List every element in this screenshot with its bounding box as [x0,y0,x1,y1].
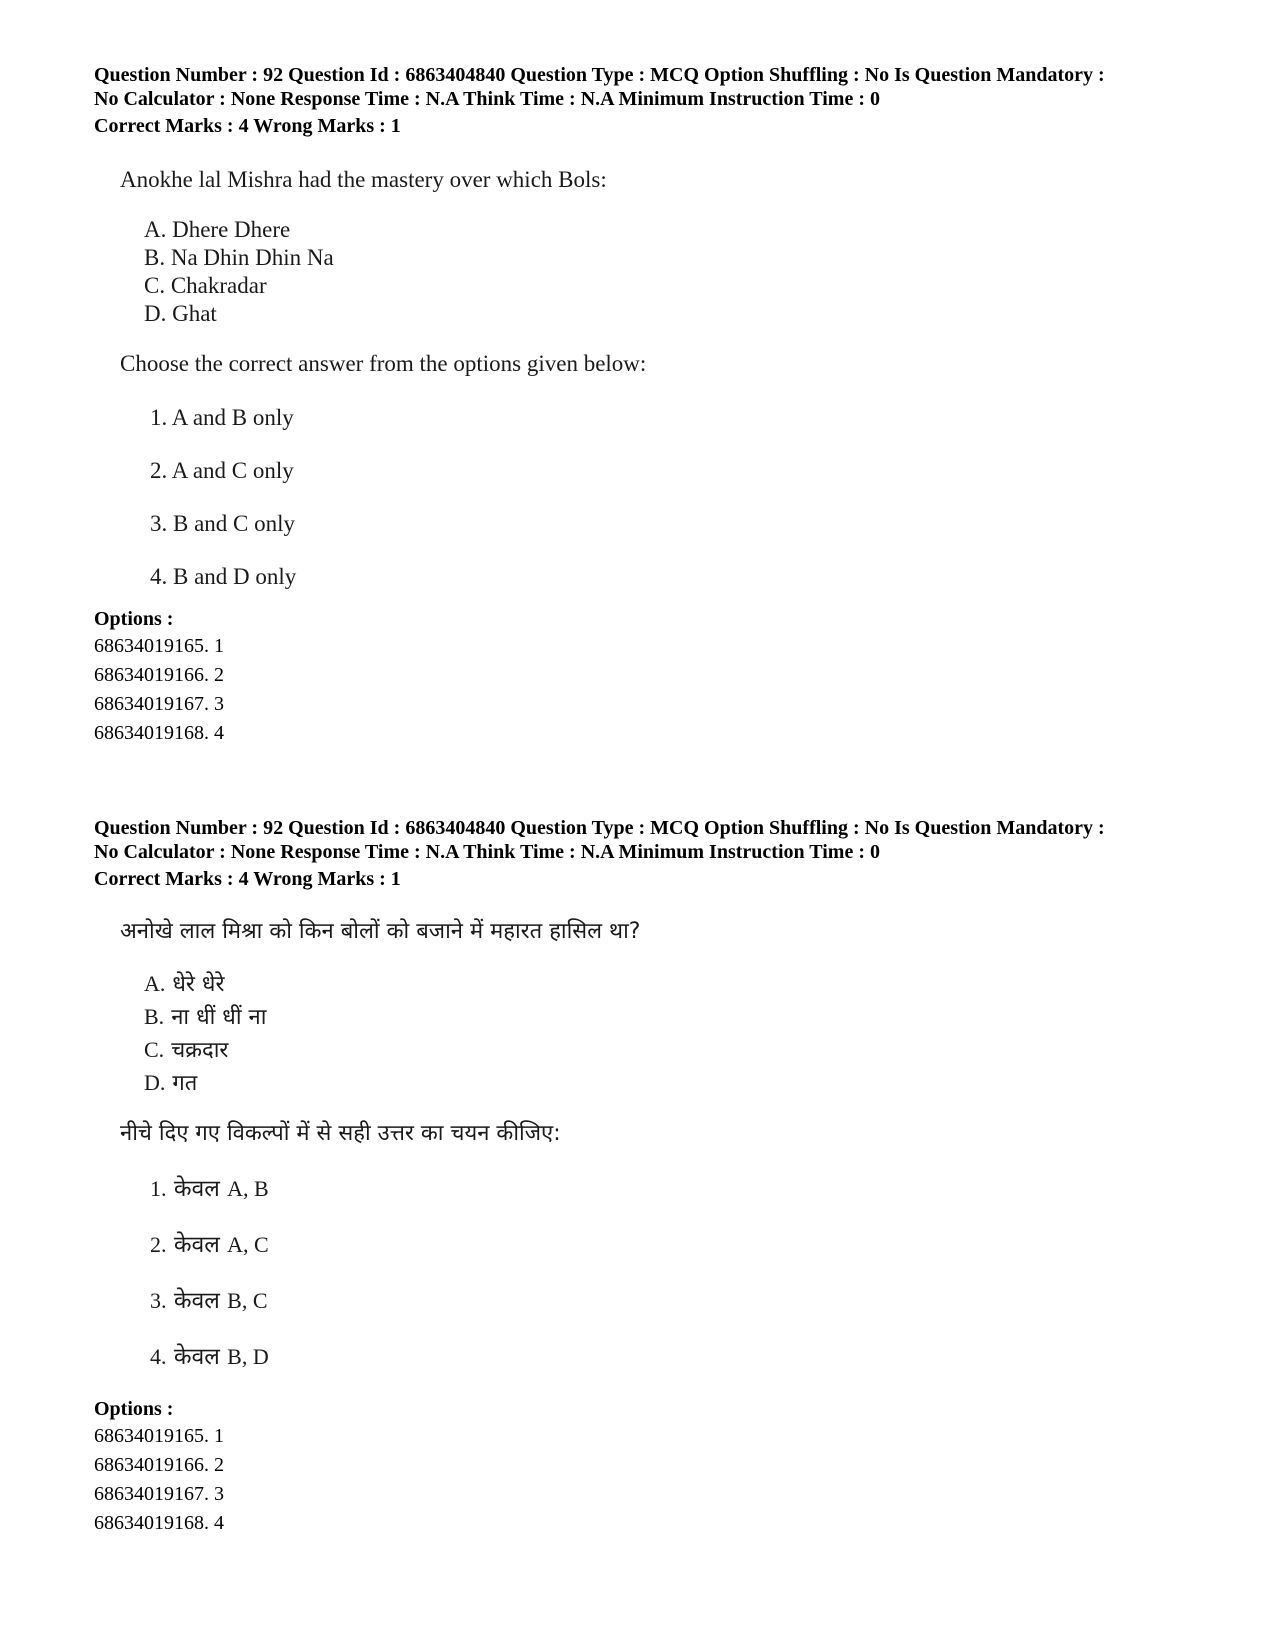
statement-d: D. Ghat [144,301,217,326]
answer-letters: B, C [227,1288,268,1313]
answer-number: 1. [150,1176,167,1201]
statement-text: धेरे धेरे [172,972,225,997]
option-item: 68634019165. 1 [94,1425,224,1447]
option-item: 68634019167. 3 [94,1483,224,1505]
options-list-hi [94,1396,1214,1538]
statement-c-hindi [120,1034,641,1067]
question-meta-line-2: No Calculator : None Response Time : N.A Think Time : N.A Minimum Instruction Time : 0 [94,841,880,863]
answer-number: 3. [150,1288,167,1313]
option-item: 68634019167. 3 [94,693,224,715]
answer-word: केवल [173,1288,220,1314]
answer-choice-1-hindi [120,1172,641,1206]
statement-b: B. Na Dhin Dhin Na [144,245,334,270]
question-marks: Correct Marks : 4 Wrong Marks : 1 [94,115,401,137]
question-meta-hi [94,816,1214,891]
option-item: 68634019168. 4 [94,722,224,744]
answer-choice-4: 4. B and D only [150,564,297,589]
options-list-en [94,606,1214,748]
options-heading: Options : [94,608,174,630]
statement-text: गत [172,1071,198,1096]
statement-b-hindi [120,1001,641,1034]
option-item: 68634019165. 1 [94,635,224,657]
question-meta-line-1: Question Number : 92 Question Id : 6863404840 Question Type : MCQ Option Shuffling : No Is Question Mandatory : [94,817,1105,839]
answer-choice-2-hindi [120,1228,641,1262]
answer-number: 2. [150,1232,167,1257]
answer-choice-2: 2. A and C only [150,458,294,483]
statement-d-hindi [120,1067,641,1100]
answer-word: केवल [173,1344,220,1370]
statement-a: A. Dhere Dhere [144,217,291,242]
answer-choice-1: 1. A and B only [150,405,294,430]
statement-text: ना धीं धीं ना [171,1005,267,1030]
answer-letters: A, C [227,1232,269,1257]
question-meta-line-1: Question Number : 92 Question Id : 6863404840 Question Type : MCQ Option Shuffling : No Is Question Mandatory : [94,64,1105,86]
answer-choice-4-hindi [120,1340,641,1374]
question-body-en [120,166,646,591]
answer-letters: A, B [227,1176,269,1201]
question-meta-en [94,63,1214,138]
instruction-text-hindi: नीचे दिए गए विकल्पों में से सही उत्तर का चयन कीजिए: [120,1121,561,1146]
instruction-text: Choose the correct answer from the options given below: [120,351,647,376]
question-marks: Correct Marks : 4 Wrong Marks : 1 [94,868,401,890]
answer-word: केवल [173,1232,220,1258]
answer-letters: B, D [227,1344,269,1369]
statement-letter: D. [144,1070,166,1095]
question-meta-line-2: No Calculator : None Response Time : N.A Think Time : N.A Minimum Instruction Time : 0 [94,88,880,110]
answer-word: केवल [173,1176,220,1202]
statement-letter: A. [144,971,166,996]
option-item: 68634019166. 2 [94,664,224,686]
statement-a-hindi [120,968,641,1001]
question-text: Anokhe lal Mishra had the mastery over which Bols: [120,167,607,192]
statement-c: C. Chakradar [144,273,267,298]
answer-number: 4. [150,1344,167,1369]
option-item: 68634019166. 2 [94,1454,224,1476]
statement-letter: B. [144,1004,165,1029]
statement-letter: C. [144,1037,165,1062]
options-heading: Options : [94,1398,174,1420]
question-body-hi [120,918,641,1374]
question-text-hindi: अनोखे लाल मिश्रा को किन बोलों को बजाने में महारत हासिल था? [120,919,641,944]
answer-choice-3-hindi [120,1284,641,1318]
statement-text: चक्रदार [171,1038,229,1063]
option-item: 68634019168. 4 [94,1512,224,1534]
answer-choice-3: 3. B and C only [150,511,296,536]
